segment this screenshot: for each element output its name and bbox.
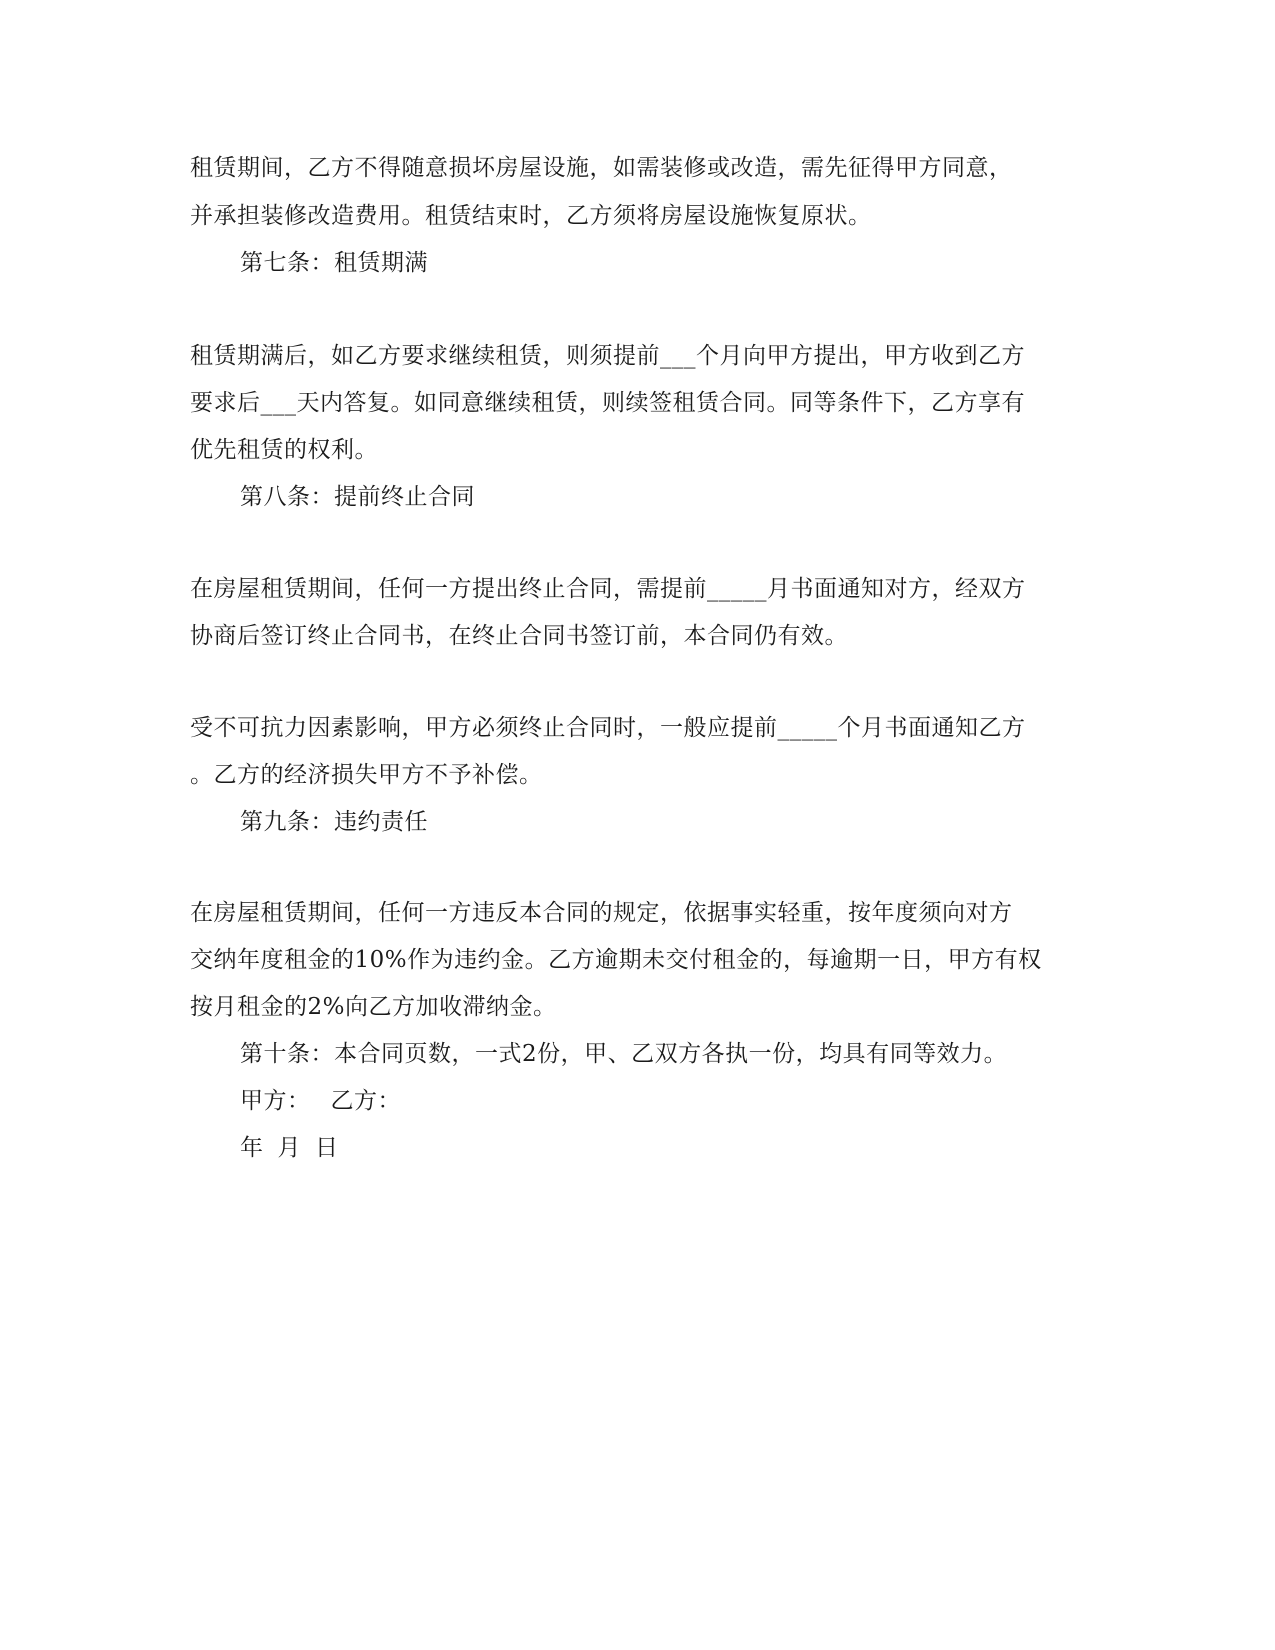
article-heading: 第十条：本合同页数，一式2份，甲、乙双方各执一份，均具有同等效力。 — [240, 1041, 1008, 1067]
date-day: 日 — [315, 1135, 339, 1161]
paragraph-line: 优先租赁的权利。 — [190, 437, 378, 463]
date-month: 月 — [277, 1135, 301, 1161]
party-b-label: 乙方： — [330, 1088, 401, 1114]
paragraph-line: 并承担装修改造费用。租赁结束时，乙方须将房屋设施恢复原状。 — [190, 203, 872, 229]
paragraph-line: 受不可抗力因素影响，甲方必须终止合同时，一般应提前_____个月书面通知乙方 — [190, 715, 1026, 741]
paragraph-line: 在房屋租赁期间，任何一方提出终止合同，需提前_____月书面通知对方，经双方 — [190, 576, 1026, 602]
date-line — [240, 1132, 1140, 1164]
paragraph-line: 租赁期满后，如乙方要求继续租赁，则须提前___个月向甲方提出，甲方收到乙方 — [190, 343, 1025, 369]
article-heading: 第八条：提前终止合同 — [240, 484, 475, 510]
paragraph-line: 租赁期间，乙方不得随意损坏房屋设施，如需装修或改造，需先征得甲方同意， — [190, 155, 1013, 181]
date-year: 年 — [240, 1135, 264, 1161]
article-heading: 第九条：违约责任 — [240, 809, 428, 835]
paragraph-line: 在房屋租赁期间，任何一方违反本合同的规定，依据事实轻重，按年度须向对方 — [190, 900, 1013, 926]
paragraph-line: 协商后签订终止合同书，在终止合同书签订前，本合同仍有效。 — [190, 623, 848, 649]
paragraph-line: 按月租金的2%向乙方加收滞纳金。 — [190, 994, 557, 1020]
paragraph-line: 交纳年度租金的10%作为违约金。乙方逾期未交付租金的，每逾期一日，甲方有权 — [190, 947, 1042, 973]
party-a-label: 甲方： — [240, 1088, 311, 1114]
article-heading: 第七条：租赁期满 — [240, 250, 428, 276]
paragraph-line: 。乙方的经济损失甲方不予补偿。 — [190, 762, 543, 788]
paragraph-line: 要求后___天内答复。如同意继续租赁，则续签租赁合同。同等条件下，乙方享有 — [190, 390, 1025, 416]
signature-line — [240, 1085, 1140, 1117]
